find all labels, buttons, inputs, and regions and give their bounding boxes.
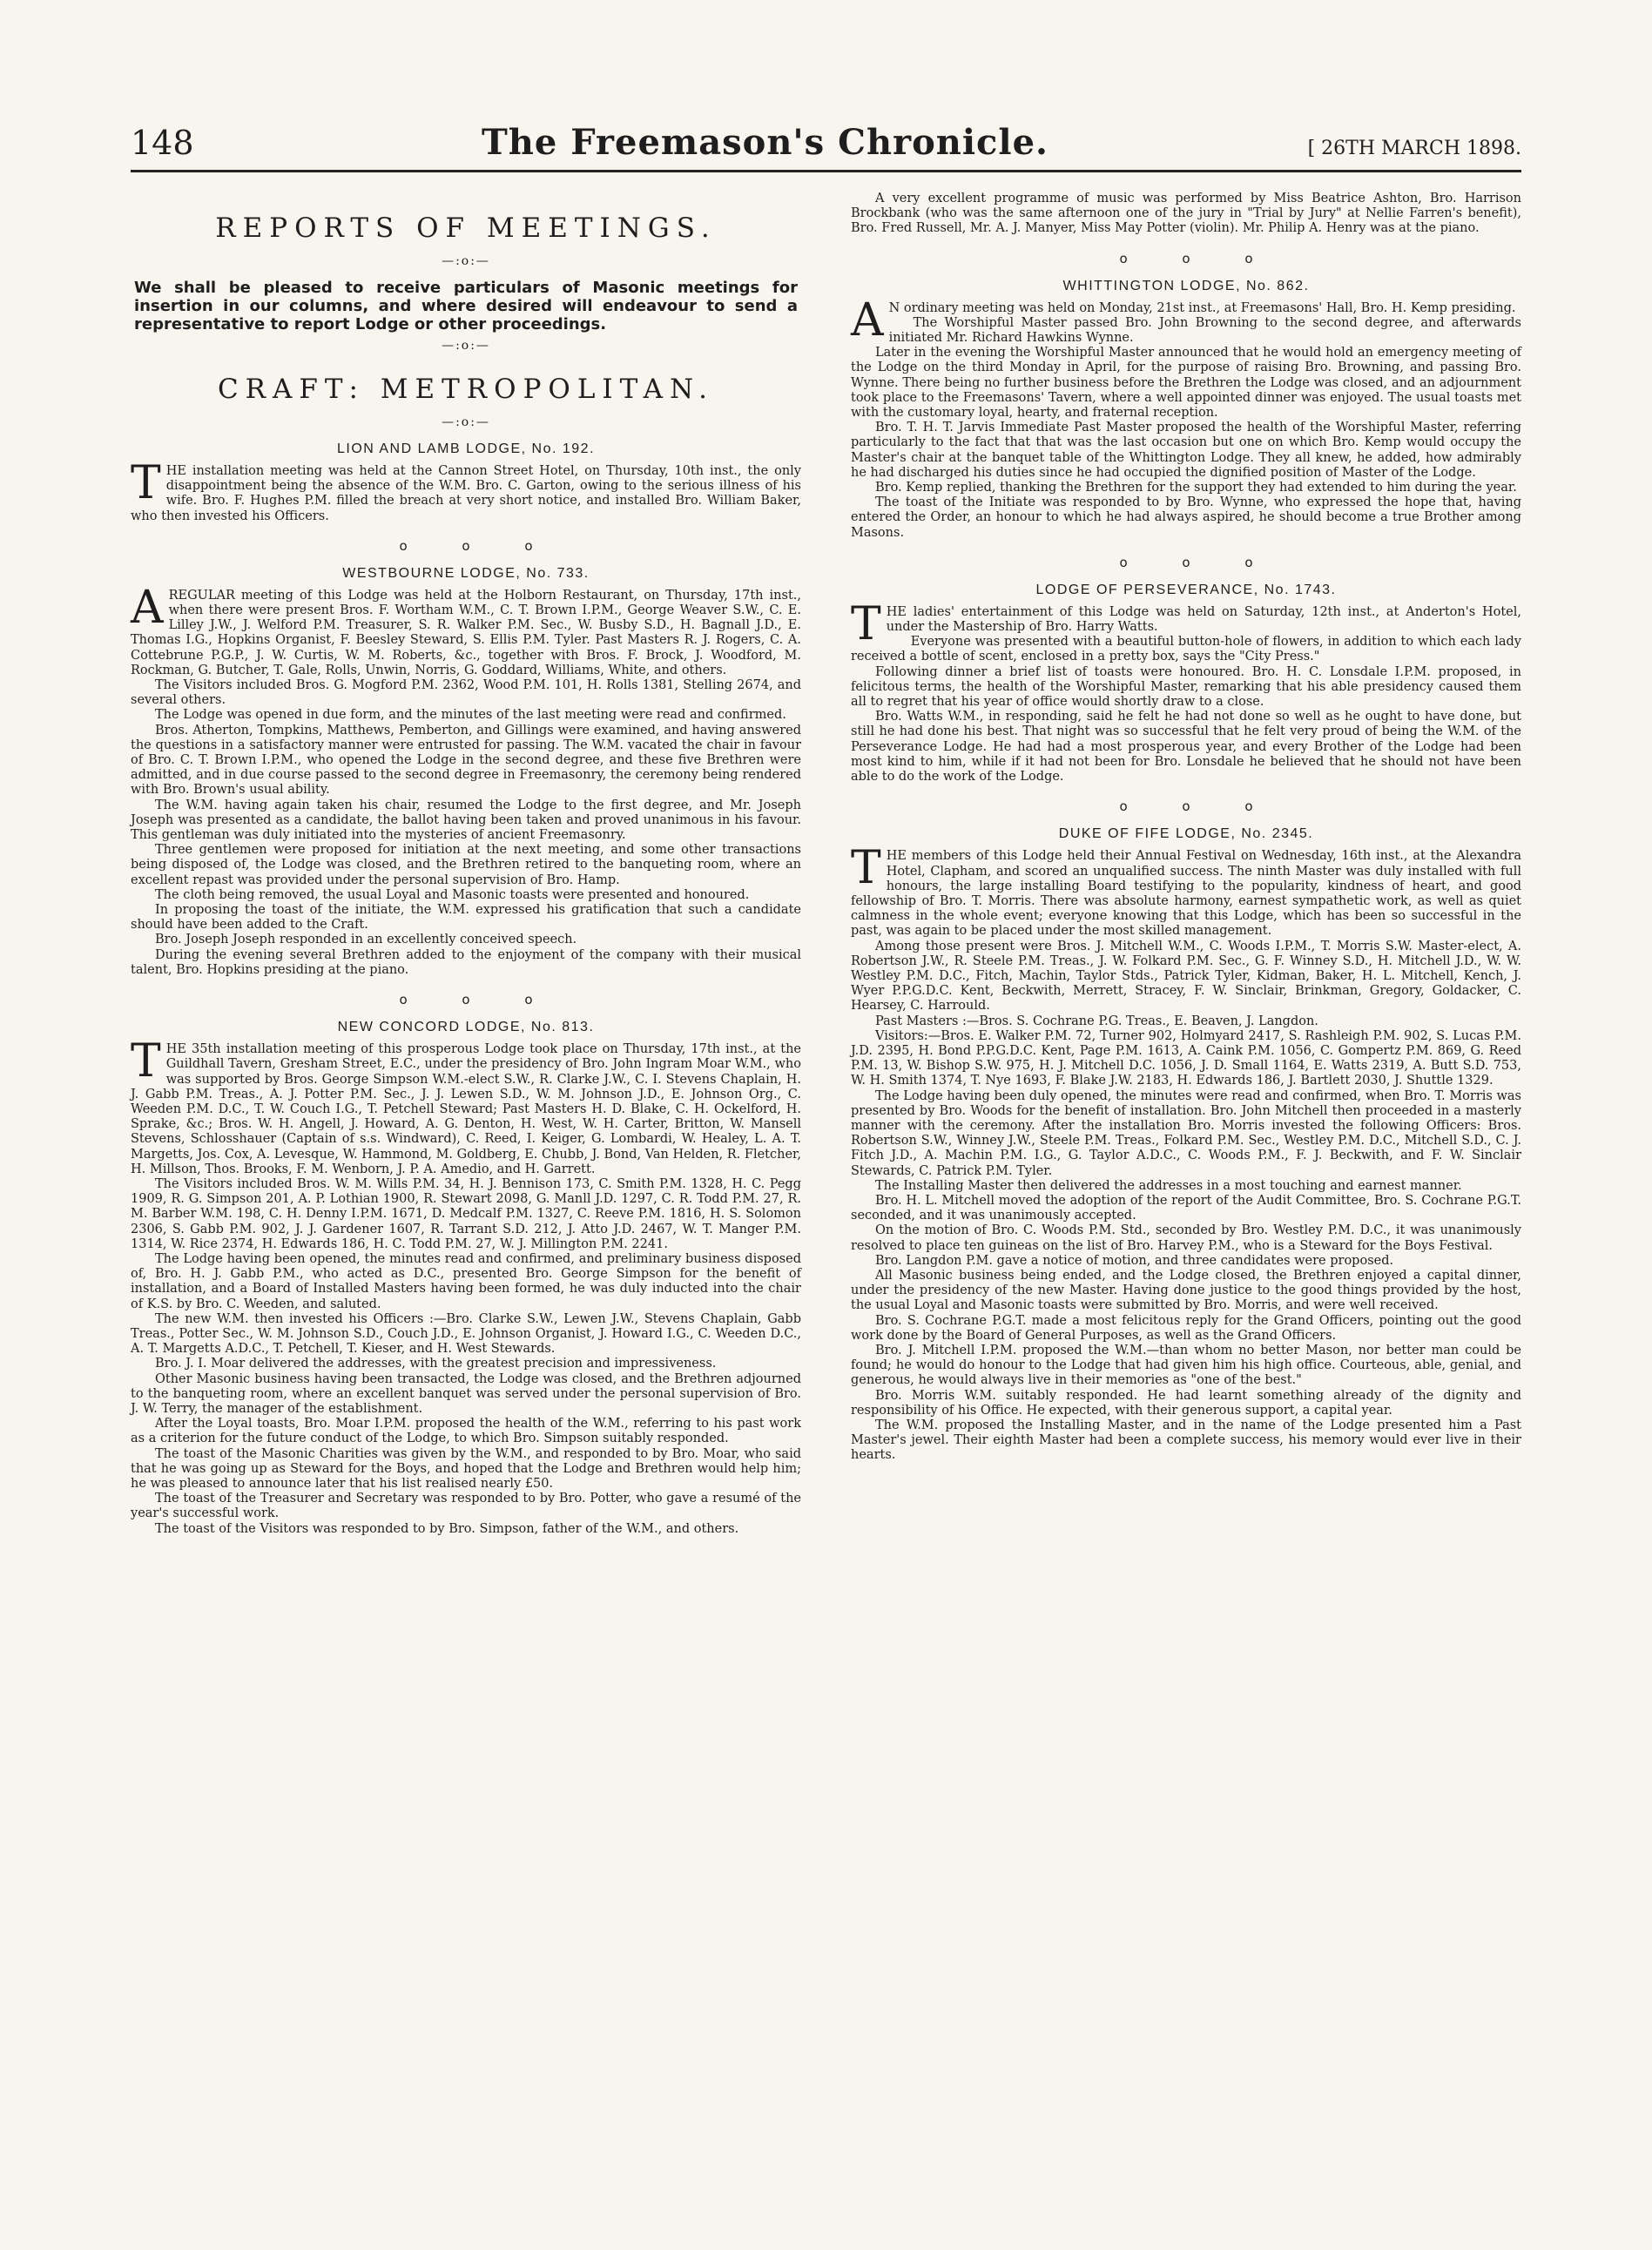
report-paragraph: Bros. Atherton, Tompkins, Matthews, Pemberton, and Gillings were examined, and having answered the questions in a satisfactory manner were entrusted for passing. The W.M. vacated the chair in favour of Bro. C. T. Brown I.P.M., who opened the Lodge in the second degree, and these five Brethren were admitted, and in due course passed to the second degree in Freemasonry, the ceremony being rendered with Bro. Brown's usual ability.: [131, 723, 801, 798]
lodge-title: WHITTINGTON LODGE, No. 862.: [1062, 278, 1310, 293]
report-paragraph: The Installing Master then delivered the addresses in a most touching and earnest manner.: [875, 1178, 1462, 1193]
paragraph-text: HE 35th installation meeting of this prosperous Lodge took place on Thursday, 17th inst., at the Guildhall Tavern, Gresham Street, E.C., under the presidency of Bro. John Ingram Moar W.M., who was supported by Bros. George Simpson W.M.-elect S.W., R. Clarke J.W., C. I. Stevens Chaplain, H. J. Gabb P.M. Treas., A. J. Potter P.M. Sec., J. J. Lewen S.D., W. M. Johnson J.D., E. Johnson Org., C. Weeden P.M. D.C., T. W. Couch I.G., T. Petchell Steward; Past Masters H. D. Blake, C. H. Ockelford, H. Sprake, &c.; Bros. W. H. Angell, J. Howard, A. G. Denton, H. West, W. H. Carter, Britton, W. Mansell Stevens, Schlosshauer (Captain of s.s. Windward), C. Reed, I. Keiger, G. Lombardi, W. Healey, L. A. T. Margetts, Jos. Cox, A. Levesque, W. Hammond, M. Goldberg, E. Chubb, J. Bond, Van Helden, R. Fletcher, H. Millson, Thos. Brooks, F. M. Wenborn, J. P. A. Amedio, and H. Garrett.: [131, 1042, 801, 1176]
report-paragraph: Everyone was presented with a beautiful button-hole of flowers, in addition to which each lady received a bottle of scent, enclosed in a pretty box, says the "City Press.": [851, 635, 1521, 664]
drop-cap: A: [131, 581, 164, 634]
paragraph-text: N ordinary meeting was held on Monday, 21st inst., at Freemasons' Hall, Bro. H. Kemp presiding.: [888, 300, 1516, 315]
lodge-report: [851, 279, 1521, 541]
paragraph-text: HE installation meeting was held at the Cannon Street Hotel, on Thursday, 10th inst., the only disappointment being the absence of the W.M. Bro. C. Garton, owing to the serious illness of his wife. Bro. F. Hughes P.M. filled the breach at very short notice, and installed Bro. William Baker, who then invested his Officers.: [131, 464, 801, 523]
report-paragraph: The new W.M. then invested his Officers :—Bro. Clarke S.W., Lewen J.W., Stevens Chaplain, Gabb Treas., Potter Sec., W. M. Johnson S.D., Couch J.D., E. Johnson Organist, J. Howard I.G., C. Weeden D.C., A. T. Margetts A.D.C., T. Petchell, T. Kieser, and H. West Stewards.: [131, 1311, 801, 1357]
page-number: 148: [131, 124, 194, 162]
divider: o o o: [1119, 554, 1253, 570]
paragraph-text: REGULAR meeting of this Lodge was held at the Holborn Restaurant, on Thursday, 17th inst., when there were present Bros. F. Wortham W.M., C. T. Brown I.P.M., George Weaver S.W., C. E. Lilley J.W., J. Welford P.M. Treasurer, S. R. Walker P.M. Sec., W. Busby S.D., H. Bagnall J.D., E. Thomas I.G., Hopkins Organist, F. Beesley Steward, S. Ellis P.M. Tyler. Past Masters R. J. Rogers, C. A. Cottebrune P.G.P., J. W. Curtis, W. M. Roberts, &c., together with Bros. F. Brock, J. Woodford, M. Rockman, G. Butcher, T. Gale, Rolls, Unwin, Norris, G. Goddard, Williams, White, and others.: [131, 588, 801, 677]
right-column: [851, 192, 1521, 1537]
section-title: REPORTS OF MEETINGS.: [215, 212, 717, 244]
report-paragraph: [131, 457, 801, 524]
separator: —:o:—: [442, 415, 490, 429]
report-paragraph: Bro. Langdon P.M. gave a notice of motion, and three candidates were proposed.: [875, 1253, 1394, 1268]
report-paragraph: Following dinner a brief list of toasts were honoured. Bro. H. C. Lonsdale I.P.M. proposed, in felicitous terms, the health of the Worshipful Master, remarking that his able presidency caused them all to regret that his year of office would shortly draw to a close.: [851, 664, 1521, 710]
report-paragraph: Visitors:—Bros. E. Walker P.M. 72, Turner 902, Holmyard 2417, S. Rashleigh P.M. 902, S. Lucas P.M. J.D. 2395, H. Bond P.P.G.D.C. Kent, Page P.M. 1613, A. Caink P.M. 1056, C. Gompertz P.M. 869, G. Reed P.M. 13, W. Bishop S.W. 975, H. J. Mitchell D.C. 1056, J. D. Small 1164, E. Watts 2319, A. Butt S.D. 753, W. H. Smith 1374, T. Nye 1693, F. Blake J.W. 2183, H. Edwards 186, J. Bartlett 2030, J. Shuttle 1329.: [851, 1028, 1521, 1088]
report-paragraph: Bro. J. Mitchell I.P.M. proposed the W.M.—than whom no better Mason, nor better man could be found; he would do honour to the Lodge that had given him his high office. Courteous, able, genial, and generous, he would always live in their memories as "one of the best.": [851, 1344, 1521, 1388]
report-paragraph: The Visitors included Bros. W. M. Wills P.M. 34, H. J. Bennison 173, C. Smith P.M. 1328, H. C. Pegg 1909, R. G. Simpson 201, A. P. Lothian 1900, R. Stewart 2098, G. Manll J.D. 1297, C. R. Todd P.M. 27, R. M. Barber W.M. 198, C. H. Denny I.P.M. 1671, D. Medcalf P.M. 1327, C. Reeve P.M. 1816, H. S. Solomon 2306, S. Gabb P.M. 902, J. J. Gardener 1607, R. Tarrant S.D. 212, J. Atto J.D. 2467, W. T. Manger P.M. 1314, W. Rice 2374, H. Edwards 186, H. C. Todd P.M. 27, W. J. Millington P.M. 2241.: [131, 1176, 801, 1251]
report-paragraph: The cloth being removed, the usual Loyal and Masonic toasts were presented and honoured.: [155, 887, 750, 902]
report-paragraph: [131, 581, 801, 678]
separator: —:o:—: [442, 254, 490, 268]
columns: [131, 192, 1521, 1537]
report-paragraph: The Visitors included Bros. G. Mogford P.M. 2362, Wood P.M. 101, H. Rolls 1381, Stelling 2674, and several others.: [131, 678, 801, 708]
report-paragraph: [131, 1035, 801, 1177]
publication-title: The Freemason's Chronicle.: [482, 122, 1049, 163]
report-paragraph: The toast of the Masonic Charities was given by the W.M., and responded to by Bro. Moar, who said that he was going up as Steward for the Boys, and hoped that the Lodge and Brethren would help him; he was pleased to announce later that his list realised nearly £50.: [131, 1446, 801, 1491]
lodge-report: [131, 441, 801, 524]
lodge-report: [131, 1020, 801, 1537]
divider: o o o: [1119, 798, 1253, 815]
report-paragraph: The Lodge having been duly opened, the minutes were read and confirmed, when Bro. T. Morris was presented by Bro. Woods for the benefit of installation. Bro. John Mitchell then proceeded in a masterly manner with the ceremony. After the installation Bro. Morris invested the following Officers: Bros. Robertson S.W., Winney J.W., Steele P.M. Treas., Folkard P.M. Sec., Westley P.M. D.C., Mitchell S.D., C. J. Fitch J.D., A. Machin P.M. I.G., G. Taylor A.D.C., C. Woods P.M., F. J. Beckwith, and F. W. Sinclair Stewards, C. Patrick P.M. Tyler.: [851, 1088, 1521, 1178]
drop-cap: T: [131, 1035, 161, 1088]
lodge-report: [851, 583, 1521, 785]
report-paragraph: Bro. Morris W.M. suitably responded. He had learnt something already of the dignity and responsibility of his Office. He expected, with their generous support, a capital year.: [851, 1388, 1521, 1418]
report-paragraph: The W.M. having again taken his chair, resumed the Lodge to the first degree, and Mr. Joseph Joseph was presented as a candidate, the ballot having been taken and proved unanimous in his favour. This gentleman was duly initiated into the mysteries of ancient Freemasonry.: [131, 798, 801, 843]
report-paragraph: [851, 842, 1521, 939]
report-paragraph: The Lodge was opened in due form, and the minutes of the last meeting were read and confirmed.: [155, 708, 786, 723]
report-paragraph: The Lodge having been opened, the minutes read and confirmed, and preliminary business disposed of, Bro. H. J. Gabb P.M., who acted as D.C., presented Bro. George Simpson for the benefit of installation, and a Board of Installed Masters having been formed, he was duly inducted into the chair of K.S. by Bro. C. Weeden, and saluted.: [131, 1251, 801, 1311]
music-programme-paragraph: A very excellent programme of music was performed by Miss Beatrice Ashton, Bro. Harrison Brockbank (who was the same afternoon one of the jury in "Trial by Jury" at Nellie Farren's benefit), Bro. Fred Russell, Mr. A. J. Manyer, Miss May Potter (violin). Mr. Philip A. Henry was at the piano.: [851, 192, 1521, 236]
paragraph-text: HE ladies' entertainment of this Lodge was held on Saturday, 12th inst., at Anderton's Hotel, under the Mastership of Bro. Harry Watts.: [886, 604, 1521, 635]
editorial-notice: We shall be pleased to receive particulars of Masonic meetings for insertion in our columns, and where desired will endeavour to send a representative to report Lodge or other proceedings.: [134, 279, 798, 333]
drop-cap: T: [851, 597, 881, 650]
divider: o o o: [1119, 250, 1253, 266]
drop-cap: A: [851, 293, 884, 347]
page-header: [131, 122, 1521, 172]
report-paragraph: Other Masonic business having been transacted, the Lodge was closed, and the Brethren adjourned to the banqueting room, where an excellent banquet was served under the personal supervision of Bro. J. W. Terry, the manager of the establishment.: [131, 1371, 801, 1416]
report-paragraph: The toast of the Initiate was responded to by Bro. Wynne, who expressed the hope that, having entered the Order, an honour to which he had always aspired, he should become a true Brother among Masons.: [851, 495, 1521, 540]
report-paragraph: In proposing the toast of the initiate, the W.M. expressed his gratification that such a candidate should have been added to the Craft.: [131, 903, 801, 933]
issue-date: [ 26TH MARCH 1898.: [1307, 138, 1521, 159]
report-paragraph: Bro. Joseph Joseph responded in an excellently conceived speech.: [155, 933, 577, 947]
lodge-report: [851, 826, 1521, 1463]
divider: o o o: [399, 992, 533, 1008]
report-paragraph: Among those present were Bros. J. Mitchell W.M., C. Woods I.P.M., T. Morris S.W. Master-elect, A. Robertson J.W., R. Steele P.M. Treas., J. W. Folkard P.M. Sec., G. F. Winney S.D., H. Mitchell J.D., W. W. Westley P.M. D.C., Fitch, Machin, Taylor Stds., Patrick Tyler, Kidman, Baker, H. L. Mitchell, Kench, J. Wyer P.P.G.D.C. Kent, Beckwith, Merrett, Stracey, F. W. Sinclair, Brinkman, Gregory, Goldacker, C. Hearsey, C. Harrould.: [851, 939, 1521, 1014]
report-paragraph: Bro. H. L. Mitchell moved the adoption of the report of the Audit Committee, Bro. S. Cochrane P.G.T. seconded, and it was unanimously accepted.: [851, 1193, 1521, 1223]
drop-cap: T: [851, 842, 881, 895]
report-paragraph: On the motion of Bro. C. Woods P.M. Std., seconded by Bro. Westley P.M. D.C., it was unanimously resolved to place ten guineas on the list of Bro. Harvey P.M., who is a Steward for the Boys Festival.: [851, 1223, 1521, 1253]
report-paragraph: Bro. T. H. T. Jarvis Immediate Past Master proposed the health of the Worshipful Master, referring particularly to the fact that that was the last occasion but one on which Bro. Kemp would occupy the Master's chair at the banquet table of the Whittington Lodge. They all knew, he added, how admirably he had discharged his duties since he had occupied the dignified position of Master of the Lodge.: [851, 421, 1521, 480]
report-paragraph: After the Loyal toasts, Bro. Moar I.P.M. proposed the health of the W.M., referring to his past work as a criterion for the future conduct of the Lodge, to which Bro. Simpson suitably responded.: [131, 1417, 801, 1446]
report-paragraph: The toast of the Treasurer and Secretary was responded to by Bro. Potter, who gave a resumé of the year's successful work.: [131, 1492, 801, 1521]
report-paragraph: The Worshipful Master passed Bro. John Browning to the second degree, and afterwards initiated Mr. Richard Hawkins Wynne.: [888, 315, 1521, 346]
report-paragraph: During the evening several Brethren added to the enjoyment of the company with their musical talent, Bro. Hopkins presiding at the piano.: [131, 947, 801, 977]
lodge-title: WESTBOURNE LODGE, No. 733.: [342, 565, 590, 581]
lodge-title: LODGE OF PERSEVERANCE, No. 1743.: [1035, 582, 1337, 597]
report-paragraph: Bro. J. I. Moar delivered the addresses, with the greatest precision and impressiveness.: [155, 1357, 717, 1371]
report-paragraph: The toast of the Visitors was responded to by Bro. Simpson, father of the W.M., and others.: [155, 1521, 739, 1536]
separator: —:o:—: [442, 339, 490, 353]
paragraph-text: HE members of this Lodge held their Annual Festival on Wednesday, 16th inst., at the Alexandra Hotel, Clapham, and scored an unqualified success. The ninth Master was duly installed with full honours, the large installing Board testifying to the popularity, kindness of heart, and good fellowship of Bro. T. Morris. There was absolute harmony, earnest sympathetic work, as well as quiet calmness in the whole event; everyone knowing that this Lodge, which has been so successful in the past, was again to be placed under the most skilled management.: [851, 849, 1521, 939]
report-paragraph: Bro. Watts W.M., in responding, said he felt he had not done so well as he ought to have done, but still he had done his best. That night was so successful that he felt very proud of being the W.M. of the Perseverance Lodge. He had had a most prosperous year, and every Brother of the Lodge had been most kind to him, while if it had not been for Bro. Lonsdale he believed that he should not have been able to do the work of the Lodge.: [851, 710, 1521, 785]
report-paragraph: Three gentlemen were proposed for initiation at the next meeting, and some other transactions being disposed of, the Lodge was closed, and the Brethren retired to the banqueting room, where an excellent repast was provided under the personal supervision of Bro. Hamp.: [131, 843, 801, 887]
report-paragraph: Later in the evening the Worshipful Master announced that he would hold an emergency meeting of the Lodge on the third Monday in April, for the purpose of raising Bro. Browning, and passing Bro. Wynne. There being no further business before the Brethren the Lodge was closed, and an adjournment took place to the Freemasons' Tavern, where a well appointed dinner was enjoyed. The usual toasts met with the customary loyal, hearty, and fraternal reception.: [851, 346, 1521, 421]
report-paragraph: The W.M. proposed the Installing Master, and in the name of the Lodge presented him a Past Master's jewel. Their eighth Master had been a complete success, his memory would ever live in their hearts.: [851, 1418, 1521, 1463]
lodge-report: [131, 566, 801, 978]
report-paragraph: Bro. Kemp replied, thanking the Brethren for the support they had extended to him during the year.: [875, 481, 1517, 495]
report-paragraph: Bro. S. Cochrane P.G.T. made a most felicitous reply for the Grand Officers, pointing out the good work done by the Board of General Purposes, as well as the Grand Officers.: [851, 1313, 1521, 1343]
report-paragraph: All Masonic business being ended, and the Lodge closed, the Brethren enjoyed a capital dinner, under the presidency of the new Master. Having done justice to the good things provided by the host, the usual Loyal and Masonic toasts were submitted by Bro. Morris, and were well received.: [851, 1268, 1521, 1313]
report-paragraph: Past Masters :—Bros. S. Cochrane P.G. Treas., E. Beaven, J. Langdon.: [875, 1014, 1318, 1028]
craft-title: CRAFT: METROPOLITAN.: [217, 374, 715, 405]
divider: o o o: [399, 537, 533, 554]
drop-cap: T: [131, 457, 161, 509]
lodge-title: NEW CONCORD LODGE, No. 813.: [337, 1020, 595, 1035]
left-column: [131, 192, 801, 1537]
lodge-title: DUKE OF FIFE LODGE, No. 2345.: [1058, 826, 1314, 842]
lodge-title: LION AND LAMB LODGE, No. 192.: [336, 441, 596, 456]
